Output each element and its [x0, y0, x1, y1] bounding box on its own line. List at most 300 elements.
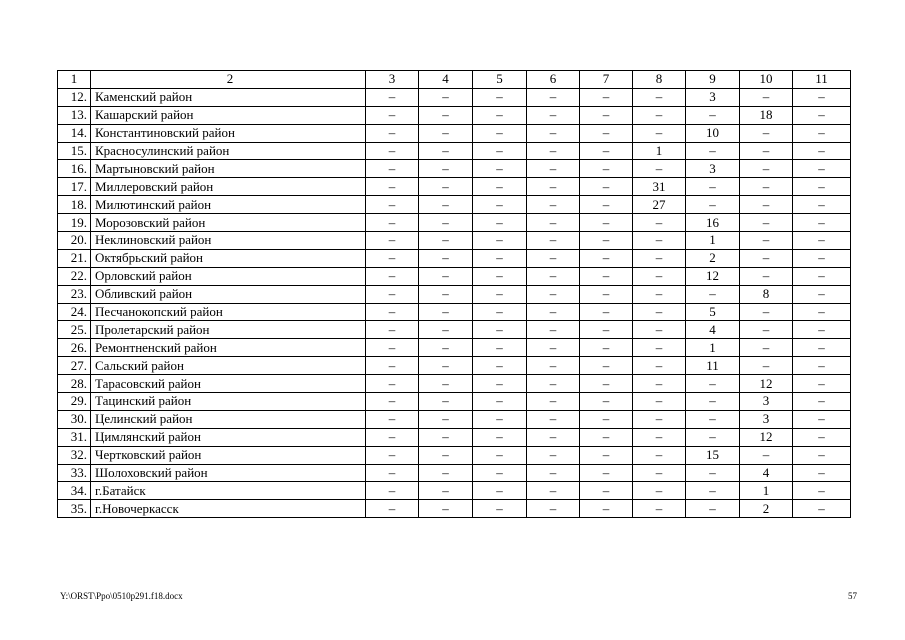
- table-row: [58, 160, 851, 178]
- value-cell: –: [740, 303, 793, 321]
- value-cell: –: [633, 500, 686, 518]
- value-cell: –: [419, 142, 473, 160]
- table-row: [58, 357, 851, 375]
- value-cell: –: [419, 160, 473, 178]
- table-row: [58, 339, 851, 357]
- value-cell: –: [473, 267, 527, 285]
- value-cell: –: [740, 249, 793, 267]
- value-cell: 31: [633, 178, 686, 196]
- row-number-cell: 12.: [58, 88, 91, 106]
- table-row: [58, 267, 851, 285]
- value-cell: –: [366, 142, 419, 160]
- district-name-cell: Орловский район: [91, 267, 366, 285]
- value-cell: –: [793, 88, 851, 106]
- value-cell: –: [686, 482, 740, 500]
- value-cell: –: [633, 393, 686, 411]
- value-cell: –: [633, 464, 686, 482]
- table-row: [58, 464, 851, 482]
- value-cell: 12: [686, 267, 740, 285]
- table-row: [58, 393, 851, 411]
- value-cell: –: [527, 88, 580, 106]
- value-cell: –: [527, 160, 580, 178]
- footer-page-number: 57: [848, 591, 857, 601]
- value-cell: –: [527, 106, 580, 124]
- row-number-cell: 13.: [58, 106, 91, 124]
- value-cell: –: [793, 214, 851, 232]
- value-cell: 15: [686, 446, 740, 464]
- district-name-cell: Миллеровский район: [91, 178, 366, 196]
- value-cell: –: [527, 393, 580, 411]
- column-header: 9: [686, 71, 740, 89]
- value-cell: –: [366, 124, 419, 142]
- value-cell: –: [473, 428, 527, 446]
- value-cell: 27: [633, 196, 686, 214]
- district-name-cell: Морозовский район: [91, 214, 366, 232]
- district-name-cell: Красносулинский район: [91, 142, 366, 160]
- value-cell: –: [473, 357, 527, 375]
- value-cell: –: [419, 464, 473, 482]
- value-cell: –: [366, 482, 419, 500]
- value-cell: –: [366, 410, 419, 428]
- value-cell: –: [740, 214, 793, 232]
- value-cell: –: [793, 464, 851, 482]
- value-cell: –: [580, 267, 633, 285]
- value-cell: –: [580, 357, 633, 375]
- value-cell: –: [580, 321, 633, 339]
- value-cell: –: [527, 214, 580, 232]
- value-cell: 12: [740, 375, 793, 393]
- value-cell: –: [527, 410, 580, 428]
- district-name-cell: Тацинский район: [91, 393, 366, 411]
- row-number-cell: 19.: [58, 214, 91, 232]
- value-cell: –: [419, 428, 473, 446]
- value-cell: –: [580, 303, 633, 321]
- value-cell: –: [740, 88, 793, 106]
- value-cell: –: [580, 142, 633, 160]
- value-cell: –: [366, 321, 419, 339]
- value-cell: –: [633, 482, 686, 500]
- table-row: [58, 446, 851, 464]
- value-cell: –: [793, 285, 851, 303]
- value-cell: –: [686, 106, 740, 124]
- row-number-cell: 24.: [58, 303, 91, 321]
- value-cell: –: [793, 339, 851, 357]
- value-cell: –: [419, 232, 473, 250]
- district-name-cell: Каменский район: [91, 88, 366, 106]
- value-cell: –: [580, 482, 633, 500]
- value-cell: –: [740, 446, 793, 464]
- value-cell: –: [527, 267, 580, 285]
- row-number-cell: 33.: [58, 464, 91, 482]
- value-cell: –: [793, 142, 851, 160]
- district-name-cell: Ремонтненский район: [91, 339, 366, 357]
- value-cell: –: [580, 500, 633, 518]
- value-cell: –: [740, 321, 793, 339]
- row-number-cell: 30.: [58, 410, 91, 428]
- row-number-cell: 15.: [58, 142, 91, 160]
- value-cell: –: [793, 375, 851, 393]
- value-cell: –: [793, 500, 851, 518]
- value-cell: –: [686, 428, 740, 446]
- value-cell: 3: [686, 160, 740, 178]
- value-cell: –: [580, 428, 633, 446]
- value-cell: –: [580, 124, 633, 142]
- table-row: [58, 375, 851, 393]
- value-cell: –: [686, 196, 740, 214]
- value-cell: –: [366, 428, 419, 446]
- value-cell: –: [740, 357, 793, 375]
- value-cell: –: [473, 339, 527, 357]
- value-cell: –: [633, 232, 686, 250]
- district-name-cell: Песчанокопский район: [91, 303, 366, 321]
- column-header: 2: [91, 71, 366, 89]
- table-row: [58, 178, 851, 196]
- value-cell: –: [419, 357, 473, 375]
- value-cell: –: [473, 464, 527, 482]
- value-cell: –: [473, 88, 527, 106]
- district-name-cell: Октябрьский район: [91, 249, 366, 267]
- row-number-cell: 14.: [58, 124, 91, 142]
- value-cell: –: [419, 500, 473, 518]
- value-cell: 2: [740, 500, 793, 518]
- column-header: 3: [366, 71, 419, 89]
- value-cell: –: [633, 375, 686, 393]
- data-table: [57, 70, 851, 518]
- district-name-cell: Тарасовский район: [91, 375, 366, 393]
- value-cell: –: [473, 410, 527, 428]
- value-cell: –: [633, 88, 686, 106]
- value-cell: –: [633, 446, 686, 464]
- value-cell: –: [686, 393, 740, 411]
- row-number-cell: 25.: [58, 321, 91, 339]
- value-cell: –: [740, 339, 793, 357]
- value-cell: –: [793, 410, 851, 428]
- table-row: [58, 285, 851, 303]
- value-cell: –: [686, 285, 740, 303]
- table-row: [58, 196, 851, 214]
- value-cell: –: [580, 375, 633, 393]
- value-cell: –: [793, 267, 851, 285]
- value-cell: –: [473, 160, 527, 178]
- value-cell: –: [527, 500, 580, 518]
- value-cell: –: [740, 142, 793, 160]
- value-cell: –: [527, 482, 580, 500]
- value-cell: –: [473, 303, 527, 321]
- value-cell: –: [473, 214, 527, 232]
- table-row: [58, 142, 851, 160]
- row-number-cell: 16.: [58, 160, 91, 178]
- table-row: [58, 232, 851, 250]
- row-number-cell: 26.: [58, 339, 91, 357]
- value-cell: –: [419, 214, 473, 232]
- value-cell: –: [473, 196, 527, 214]
- value-cell: –: [793, 106, 851, 124]
- value-cell: –: [580, 464, 633, 482]
- value-cell: 1: [633, 142, 686, 160]
- value-cell: –: [366, 285, 419, 303]
- value-cell: –: [419, 196, 473, 214]
- row-number-cell: 17.: [58, 178, 91, 196]
- row-number-cell: 29.: [58, 393, 91, 411]
- value-cell: –: [473, 124, 527, 142]
- value-cell: –: [473, 446, 527, 464]
- value-cell: –: [740, 124, 793, 142]
- value-cell: –: [419, 446, 473, 464]
- value-cell: –: [366, 357, 419, 375]
- value-cell: –: [419, 303, 473, 321]
- value-cell: –: [419, 393, 473, 411]
- value-cell: –: [473, 393, 527, 411]
- value-cell: –: [580, 446, 633, 464]
- value-cell: –: [419, 178, 473, 196]
- value-cell: –: [366, 196, 419, 214]
- value-cell: –: [366, 106, 419, 124]
- value-cell: –: [793, 124, 851, 142]
- value-cell: –: [366, 267, 419, 285]
- value-cell: –: [419, 249, 473, 267]
- district-name-cell: Пролетарский район: [91, 321, 366, 339]
- value-cell: –: [527, 321, 580, 339]
- column-header: 1: [58, 71, 91, 89]
- value-cell: –: [793, 160, 851, 178]
- value-cell: –: [366, 446, 419, 464]
- value-cell: –: [633, 428, 686, 446]
- value-cell: 11: [686, 357, 740, 375]
- value-cell: –: [419, 267, 473, 285]
- row-number-cell: 31.: [58, 428, 91, 446]
- value-cell: –: [527, 375, 580, 393]
- value-cell: –: [527, 232, 580, 250]
- district-name-cell: Милютинский район: [91, 196, 366, 214]
- district-name-cell: Обливский район: [91, 285, 366, 303]
- value-cell: 18: [740, 106, 793, 124]
- row-number-cell: 35.: [58, 500, 91, 518]
- value-cell: –: [793, 393, 851, 411]
- value-cell: –: [633, 267, 686, 285]
- value-cell: –: [527, 428, 580, 446]
- district-name-cell: Неклиновский район: [91, 232, 366, 250]
- district-name-cell: Чертковский район: [91, 446, 366, 464]
- value-cell: 1: [740, 482, 793, 500]
- value-cell: –: [633, 285, 686, 303]
- value-cell: –: [740, 232, 793, 250]
- table-row: [58, 482, 851, 500]
- table-row: [58, 106, 851, 124]
- value-cell: –: [633, 124, 686, 142]
- value-cell: –: [580, 160, 633, 178]
- header-row: [58, 71, 851, 89]
- value-cell: –: [473, 482, 527, 500]
- value-cell: –: [686, 410, 740, 428]
- row-number-cell: 18.: [58, 196, 91, 214]
- value-cell: –: [580, 249, 633, 267]
- value-cell: –: [527, 124, 580, 142]
- value-cell: –: [419, 285, 473, 303]
- value-cell: 1: [686, 232, 740, 250]
- value-cell: –: [527, 446, 580, 464]
- value-cell: –: [419, 375, 473, 393]
- value-cell: –: [527, 196, 580, 214]
- value-cell: 3: [686, 88, 740, 106]
- value-cell: –: [580, 106, 633, 124]
- value-cell: –: [527, 303, 580, 321]
- value-cell: 4: [740, 464, 793, 482]
- value-cell: 5: [686, 303, 740, 321]
- column-header: 7: [580, 71, 633, 89]
- value-cell: –: [473, 106, 527, 124]
- value-cell: –: [366, 178, 419, 196]
- value-cell: –: [580, 285, 633, 303]
- value-cell: –: [793, 321, 851, 339]
- value-cell: –: [366, 339, 419, 357]
- value-cell: –: [366, 303, 419, 321]
- value-cell: –: [473, 142, 527, 160]
- value-cell: –: [473, 178, 527, 196]
- value-cell: –: [686, 375, 740, 393]
- value-cell: 3: [740, 410, 793, 428]
- value-cell: –: [366, 375, 419, 393]
- value-cell: –: [740, 196, 793, 214]
- value-cell: –: [633, 357, 686, 375]
- row-number-cell: 20.: [58, 232, 91, 250]
- value-cell: –: [473, 321, 527, 339]
- row-number-cell: 34.: [58, 482, 91, 500]
- row-number-cell: 28.: [58, 375, 91, 393]
- table-row: [58, 410, 851, 428]
- table-row: [58, 124, 851, 142]
- value-cell: –: [633, 249, 686, 267]
- value-cell: –: [419, 321, 473, 339]
- value-cell: –: [580, 88, 633, 106]
- value-cell: –: [580, 393, 633, 411]
- value-cell: –: [793, 482, 851, 500]
- column-header: 5: [473, 71, 527, 89]
- district-name-cell: г.Новочеркасск: [91, 500, 366, 518]
- value-cell: 2: [686, 249, 740, 267]
- value-cell: –: [633, 303, 686, 321]
- value-cell: –: [793, 249, 851, 267]
- row-number-cell: 21.: [58, 249, 91, 267]
- table-row: [58, 88, 851, 106]
- footer-file-path: Y:\ORST\Ppo\0510p291.f18.docx: [60, 591, 183, 601]
- district-name-cell: Целинский район: [91, 410, 366, 428]
- value-cell: –: [527, 178, 580, 196]
- table-row: [58, 500, 851, 518]
- value-cell: –: [527, 249, 580, 267]
- district-name-cell: Сальский район: [91, 357, 366, 375]
- value-cell: –: [580, 196, 633, 214]
- value-cell: –: [793, 196, 851, 214]
- value-cell: –: [419, 482, 473, 500]
- value-cell: –: [473, 285, 527, 303]
- district-name-cell: Константиновский район: [91, 124, 366, 142]
- value-cell: –: [527, 357, 580, 375]
- table-row: [58, 428, 851, 446]
- district-name-cell: Цимлянский район: [91, 428, 366, 446]
- value-cell: –: [473, 232, 527, 250]
- table-row: [58, 321, 851, 339]
- value-cell: –: [793, 357, 851, 375]
- value-cell: –: [633, 339, 686, 357]
- value-cell: –: [366, 88, 419, 106]
- value-cell: –: [419, 106, 473, 124]
- value-cell: –: [366, 160, 419, 178]
- value-cell: –: [366, 249, 419, 267]
- value-cell: –: [580, 214, 633, 232]
- table-row: [58, 249, 851, 267]
- value-cell: –: [793, 178, 851, 196]
- value-cell: –: [580, 178, 633, 196]
- value-cell: –: [633, 160, 686, 178]
- value-cell: –: [419, 124, 473, 142]
- value-cell: –: [633, 214, 686, 232]
- value-cell: –: [419, 410, 473, 428]
- value-cell: –: [793, 428, 851, 446]
- row-number-cell: 23.: [58, 285, 91, 303]
- value-cell: 12: [740, 428, 793, 446]
- district-name-cell: г.Батайск: [91, 482, 366, 500]
- value-cell: –: [633, 106, 686, 124]
- table-row: [58, 214, 851, 232]
- value-cell: –: [366, 214, 419, 232]
- value-cell: 1: [686, 339, 740, 357]
- value-cell: –: [527, 285, 580, 303]
- value-cell: –: [366, 232, 419, 250]
- value-cell: –: [740, 160, 793, 178]
- value-cell: –: [793, 303, 851, 321]
- value-cell: –: [527, 464, 580, 482]
- column-header: 8: [633, 71, 686, 89]
- value-cell: –: [633, 410, 686, 428]
- district-name-cell: Мартыновский район: [91, 160, 366, 178]
- value-cell: –: [419, 88, 473, 106]
- value-cell: –: [793, 446, 851, 464]
- value-cell: 10: [686, 124, 740, 142]
- table-row: [58, 303, 851, 321]
- column-header: 6: [527, 71, 580, 89]
- value-cell: –: [419, 339, 473, 357]
- value-cell: –: [740, 178, 793, 196]
- district-name-cell: Шолоховский район: [91, 464, 366, 482]
- value-cell: –: [473, 500, 527, 518]
- value-cell: –: [686, 178, 740, 196]
- column-header: 10: [740, 71, 793, 89]
- value-cell: –: [686, 142, 740, 160]
- value-cell: –: [366, 464, 419, 482]
- value-cell: 8: [740, 285, 793, 303]
- value-cell: –: [366, 500, 419, 518]
- value-cell: –: [580, 232, 633, 250]
- value-cell: –: [473, 375, 527, 393]
- value-cell: –: [527, 142, 580, 160]
- value-cell: –: [686, 500, 740, 518]
- table-body: [58, 88, 851, 517]
- value-cell: –: [633, 321, 686, 339]
- value-cell: –: [686, 464, 740, 482]
- value-cell: –: [580, 410, 633, 428]
- value-cell: 4: [686, 321, 740, 339]
- column-header: 4: [419, 71, 473, 89]
- value-cell: –: [740, 267, 793, 285]
- table-header: [58, 71, 851, 89]
- value-cell: –: [793, 232, 851, 250]
- value-cell: –: [527, 339, 580, 357]
- row-number-cell: 27.: [58, 357, 91, 375]
- value-cell: –: [366, 393, 419, 411]
- value-cell: 16: [686, 214, 740, 232]
- value-cell: 3: [740, 393, 793, 411]
- column-header: 11: [793, 71, 851, 89]
